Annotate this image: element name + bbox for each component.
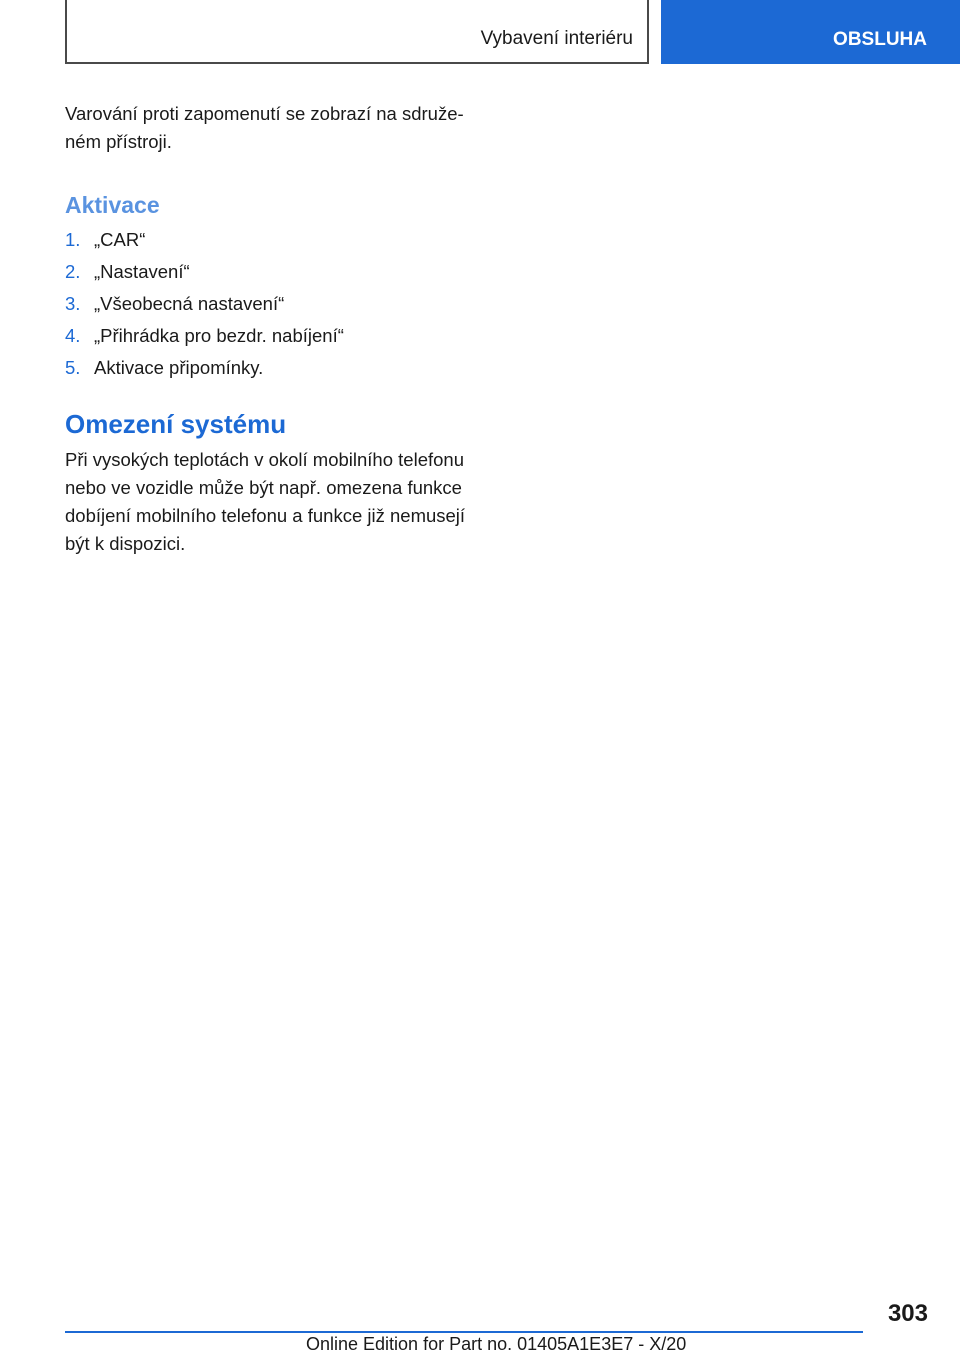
list-item — [65, 352, 485, 384]
step-number: 4. — [65, 325, 81, 346]
step-text: Aktivace připomínky. — [94, 357, 264, 378]
step-number: 1. — [65, 229, 81, 250]
step-number: 3. — [65, 293, 81, 314]
step-text: „Přihrádka pro bezdr. nabíjení“ — [94, 325, 344, 346]
footer-divider — [65, 1331, 863, 1333]
step-number: 5. — [65, 357, 81, 378]
system-limits-heading: Omezení systému — [65, 409, 287, 439]
intro-paragraph: Varování proti zapomenutí se zobrazí na sdruže-ném přístroji. — [65, 103, 464, 152]
header-section-box — [65, 0, 649, 64]
step-text: „CAR“ — [94, 229, 146, 250]
step-text: „Nastavení“ — [94, 261, 190, 282]
list-item — [65, 256, 485, 288]
page-number: 303 — [887, 1300, 928, 1327]
step-number: 2. — [65, 261, 81, 282]
system-limits-paragraph: Při vysokých teplotách v okolí mobilního telefonu nebo ve vozidle může být např. omezena funkce dobíjení mobilního telefonu a funkce již nemusejí být k dispozici. — [65, 449, 466, 554]
list-item — [65, 224, 485, 256]
chapter-tab: OBSLUHA — [661, 0, 960, 64]
list-item — [65, 288, 485, 320]
footer-edition-text: Online Edition for Part no. 01405A1E3E7 - X/20 — [306, 1334, 687, 1354]
section-title: Vybavení interiéru — [480, 28, 633, 49]
step-text: „Všeobecná nastavení“ — [94, 293, 285, 314]
page-content — [65, 100, 485, 558]
list-item — [65, 320, 485, 352]
activation-heading: Aktivace — [65, 192, 160, 218]
activation-steps — [65, 224, 485, 384]
